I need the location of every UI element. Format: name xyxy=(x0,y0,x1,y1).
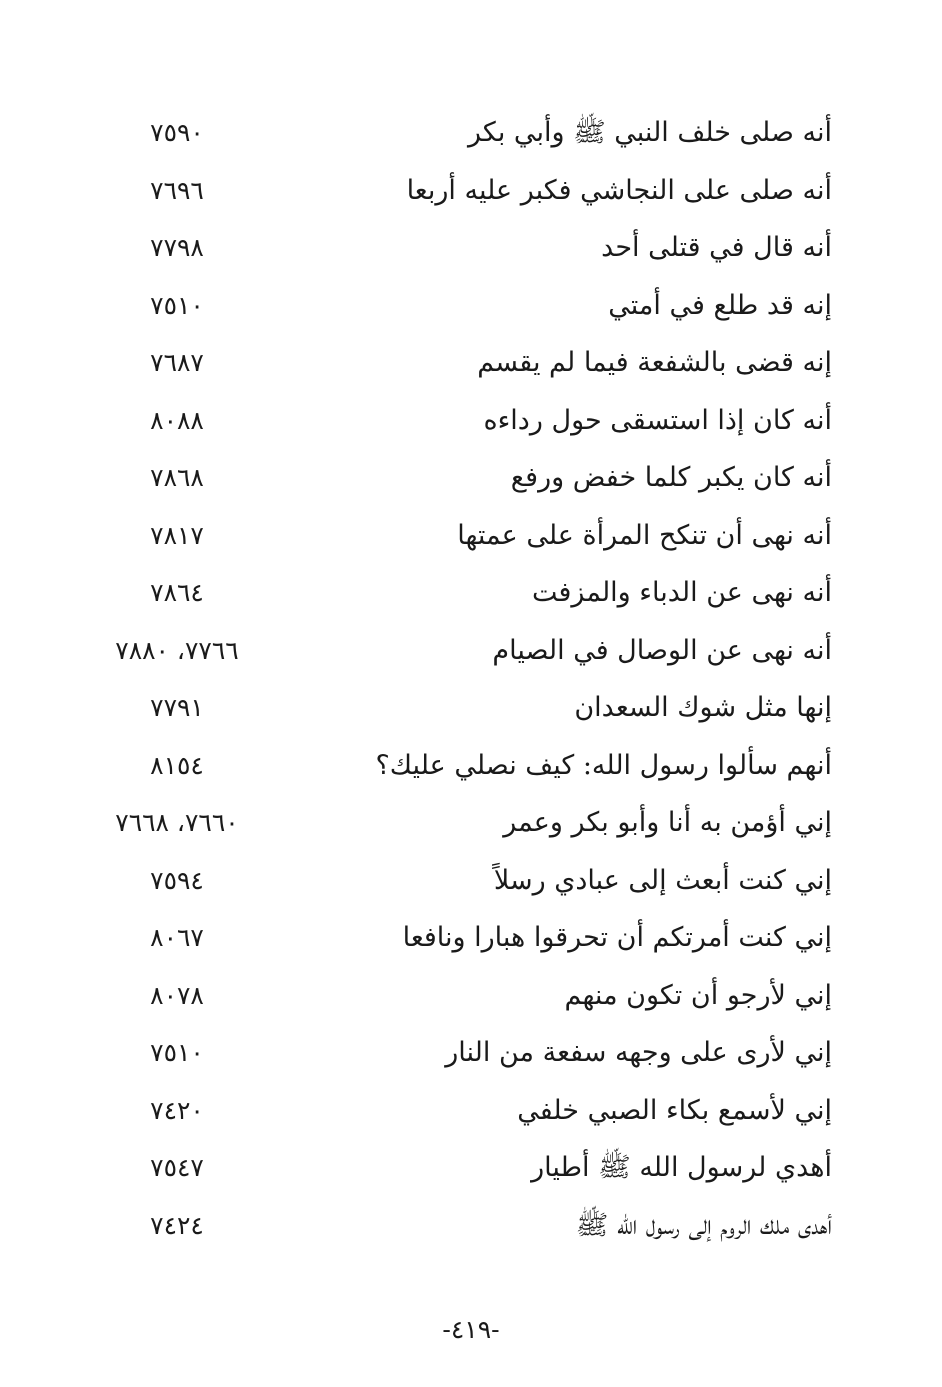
index-entry xyxy=(0,161,942,219)
index-entry xyxy=(0,851,942,909)
entry-refs: ٨٠٨٨ xyxy=(150,405,204,435)
entry-refs: ٧٥٤٧ xyxy=(150,1153,204,1182)
entry-text: أهدى ملك الروم إلى رسول الله ﷺ xyxy=(575,1209,832,1241)
entry-refs: ٧٤٢٠ xyxy=(150,1095,204,1125)
entry-refs: ٧٨٦٤ xyxy=(150,578,204,607)
index-entry xyxy=(0,563,942,621)
index-entry xyxy=(0,1138,942,1196)
index-entry xyxy=(0,333,942,391)
index-entry xyxy=(0,506,942,564)
index-entry xyxy=(0,908,942,966)
entry-text: إنها مثل شوك السعدان xyxy=(574,692,832,723)
index-entry xyxy=(0,391,942,449)
entry-text: أنهم سألوا رسول الله: كيف نصلي عليك؟ xyxy=(375,749,832,781)
entry-text: إني أؤمن به أنا وأبو بكر وعمر xyxy=(503,807,832,838)
entry-text: إنه قد طلع في أمتي xyxy=(608,289,832,321)
entry-text: أنه صلى خلف النبي ﷺ وأبي بكر xyxy=(468,117,832,148)
index-entry xyxy=(0,448,942,506)
index-entry xyxy=(0,678,942,736)
entry-refs: ٧٨٦٨ xyxy=(150,463,204,492)
entry-refs: ٧٦٨٧ xyxy=(150,348,204,377)
page-number: -٤١٩- xyxy=(442,1315,500,1344)
index-entry xyxy=(0,1196,942,1254)
entry-refs: ٧٤٢٤ xyxy=(150,1210,204,1240)
index-entry xyxy=(0,621,942,679)
entry-text: إني لأرجو أن تكون منهم xyxy=(564,979,832,1011)
entry-text: أهدي لرسول الله ﷺ أطيار xyxy=(531,1152,832,1183)
entry-text: أنه كان إذا استسقى حول رداءه xyxy=(483,404,832,436)
entry-text: أنه نهى عن الوصال في الصيام xyxy=(492,634,832,666)
entry-text: إني كنت أمرتكم أن تحرقوا هبارا ونافعا xyxy=(402,922,832,953)
index-entry xyxy=(0,103,942,161)
entry-text: أنه قال في قتلى أحد xyxy=(601,232,832,263)
entry-refs: ٨٠٧٨ xyxy=(150,980,204,1010)
entry-text: أنه كان يكبر كلما خفض ورفع xyxy=(510,462,832,493)
index-entry xyxy=(0,793,942,851)
entry-text: إنه قضى بالشفعة فيما لم يقسم xyxy=(477,347,832,378)
index-entry xyxy=(0,276,942,334)
index-entry xyxy=(0,966,942,1024)
entry-text: إني لأسمع بكاء الصبي خلفي xyxy=(517,1094,832,1126)
index-entry xyxy=(0,218,942,276)
entry-refs: ٧٥١٠ xyxy=(150,290,204,320)
entry-refs: ٧٦٦٠، ٧٦٦٨ xyxy=(115,808,239,837)
entry-text: أنه نهى أن تنكح المرأة على عمتها xyxy=(457,519,832,551)
index-entry xyxy=(0,1081,942,1139)
entry-refs: ٧٥٩٤ xyxy=(150,865,204,895)
entry-text: أنه صلى على النجاشي فكبر عليه أربعا xyxy=(406,174,832,206)
entry-refs: ٧٨١٧ xyxy=(150,520,204,550)
entry-refs: ٧٥١٠ xyxy=(150,1038,204,1067)
entry-refs: ٧٦٩٦ xyxy=(150,175,204,205)
entry-refs: ٧٧٩٨ xyxy=(150,233,204,262)
entry-refs: ٧٧٦٦، ٧٨٨٠ xyxy=(115,635,239,665)
entry-refs: ٨٠٦٧ xyxy=(150,923,204,952)
index-entry xyxy=(0,736,942,794)
entry-text: إني لأرى على وجهه سفعة من النار xyxy=(445,1037,832,1068)
entry-refs: ٨١٥٤ xyxy=(150,750,204,780)
index-entry xyxy=(0,1023,942,1081)
entry-text: إني كنت أبعث إلى عبادي رسلاً xyxy=(493,864,832,896)
entry-refs: ٧٧٩١ xyxy=(150,693,204,722)
entry-text: أنه نهى عن الدباء والمزفت xyxy=(532,577,832,608)
hadith-index-list xyxy=(0,103,942,1253)
entry-refs: ٧٥٩٠ xyxy=(150,118,204,147)
